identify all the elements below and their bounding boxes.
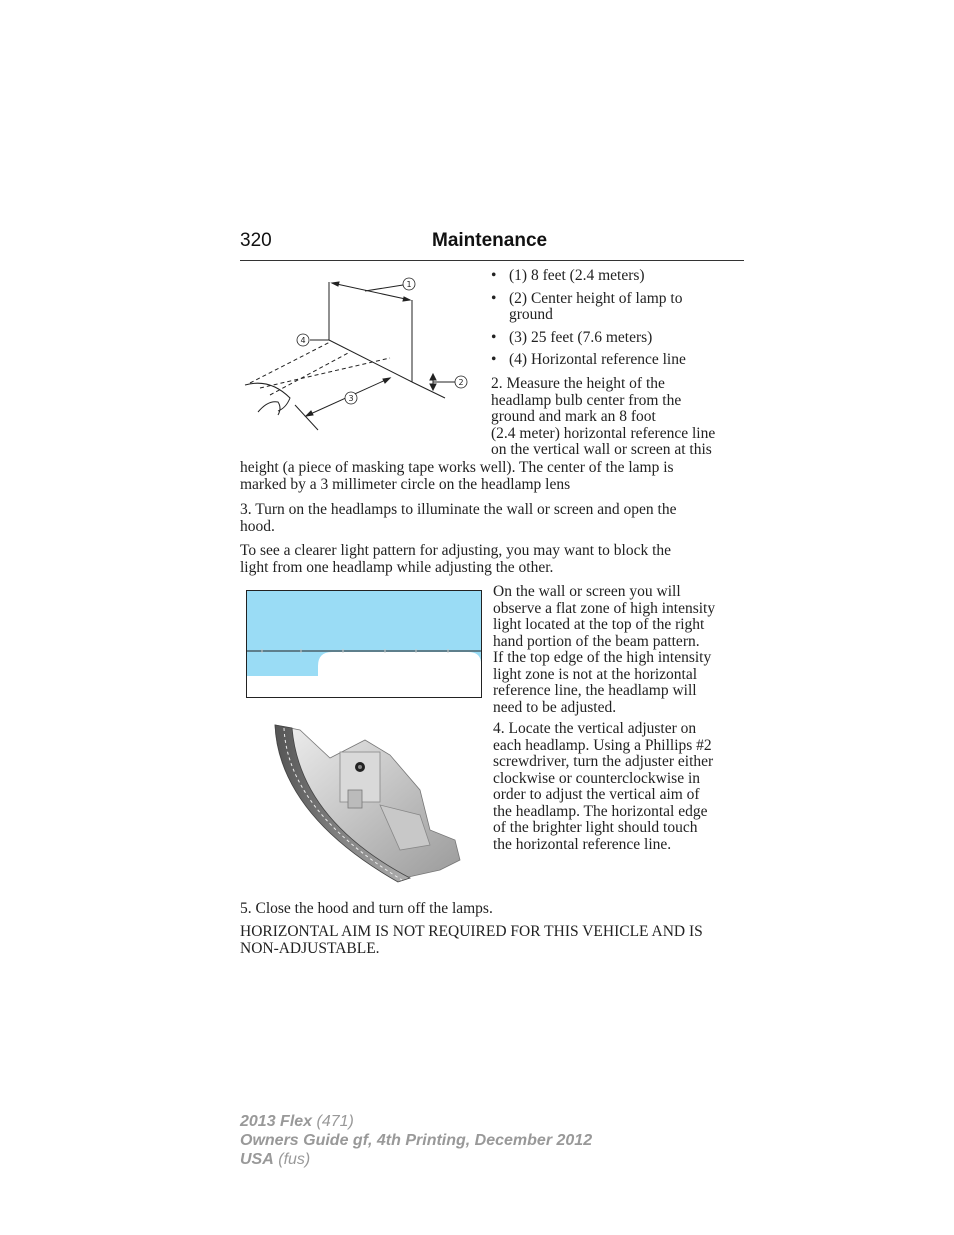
- step2-paragraph: [491, 376, 751, 459]
- text-line: hood.: [240, 517, 275, 535]
- text-line: 3. Turn on the headlamps to illuminate the wall or screen and open the: [240, 501, 677, 518]
- text-line: headlamp bulb center from the: [491, 391, 682, 409]
- text-line: order to adjust the vertical aim of: [493, 786, 700, 803]
- horizontal-aim-note: [240, 924, 750, 957]
- text-line: on the vertical wall or screen at this: [491, 441, 712, 458]
- text-line: On the wall or screen you will: [493, 583, 681, 600]
- page-number: 320: [240, 230, 272, 251]
- callout-3: 3: [348, 394, 354, 403]
- footer-line-market: [240, 1150, 592, 1169]
- list-item: • (2) Center height of lamp to ground: [491, 291, 709, 324]
- text-line: To see a clearer light pattern for adjusting, you may want to block the: [240, 542, 672, 559]
- headlamp-adjuster-figure: [270, 720, 470, 885]
- callout-2: 2: [458, 378, 464, 387]
- list-item: • (3) 25 feet (7.6 meters): [491, 330, 751, 347]
- list-item: • (1) 8 feet (2.4 meters): [491, 268, 751, 285]
- text-line: height (a piece of masking tape works well). The center of the lamp is: [240, 459, 674, 476]
- footer-market: USA: [240, 1151, 274, 1168]
- callout-1: 1: [406, 280, 412, 289]
- step5-paragraph: 5. Close the hood and turn off the lamps.: [240, 900, 493, 917]
- text-line: 2. Measure the height of the: [491, 375, 665, 392]
- text-line: marked by a 3 millimeter circle on the headlamp lens: [240, 475, 571, 493]
- text-line: each headlamp. Using a Phillips #2: [493, 736, 712, 754]
- step3-paragraph: [240, 502, 750, 535]
- text-line: ground and mark an 8 foot: [491, 408, 656, 425]
- text-line: reference line, the headlamp will: [493, 682, 697, 699]
- footer-line-guide: [240, 1131, 592, 1150]
- text-line: light zone is not at the horizontal: [493, 665, 698, 683]
- callout-4: 4: [300, 336, 306, 345]
- text-line: light from one headlamp while adjusting the other.: [240, 558, 554, 576]
- text-line: clockwise or counterclockwise in: [493, 769, 701, 787]
- text-line: the horizontal reference line.: [493, 835, 672, 853]
- text-line: hand portion of the beam pattern.: [493, 632, 700, 650]
- text-line: the headlamp. The horizontal edge: [493, 802, 708, 820]
- text-line: HORIZONTAL AIM IS NOT REQUIRED FOR THIS VEHICLE AND IS: [240, 923, 703, 940]
- text-line: (2.4 meter) horizontal reference line: [491, 424, 716, 442]
- text-line: If the top edge of the high intensity: [493, 649, 712, 666]
- headlamp-aiming-diagram: [240, 270, 480, 435]
- page-title: Maintenance: [432, 230, 548, 251]
- page-header: [240, 228, 744, 261]
- footer-line-model: [240, 1112, 592, 1131]
- text-line: NON-ADJUSTABLE.: [240, 939, 380, 957]
- text-line: light located at the top of the right: [493, 616, 705, 633]
- footer-model: 2013 Flex: [240, 1113, 313, 1130]
- list-item: • (4) Horizontal reference line: [491, 352, 751, 369]
- beam-pattern-figure: [246, 590, 482, 698]
- legend-list: [491, 268, 751, 375]
- footer-market-code: (fus): [278, 1151, 311, 1168]
- text-line: screwdriver, turn the adjuster either: [493, 753, 714, 770]
- footer-model-code: (471): [316, 1113, 354, 1130]
- page-footer: [240, 1112, 592, 1169]
- step4-paragraph: [493, 721, 753, 853]
- text-line: 4. Locate the vertical adjuster on: [493, 720, 697, 737]
- text-line: observe a flat zone of high intensity: [493, 599, 716, 617]
- text-line: need to be adjusted.: [493, 698, 617, 716]
- clearer-pattern-paragraph: [240, 543, 750, 576]
- footer-guide: Owners Guide gf, 4th Printing, December 2012: [240, 1132, 593, 1149]
- step2-paragraph-continued: [240, 460, 750, 493]
- text-line: of the brighter light should touch: [493, 819, 698, 836]
- observe-paragraph: [493, 584, 753, 716]
